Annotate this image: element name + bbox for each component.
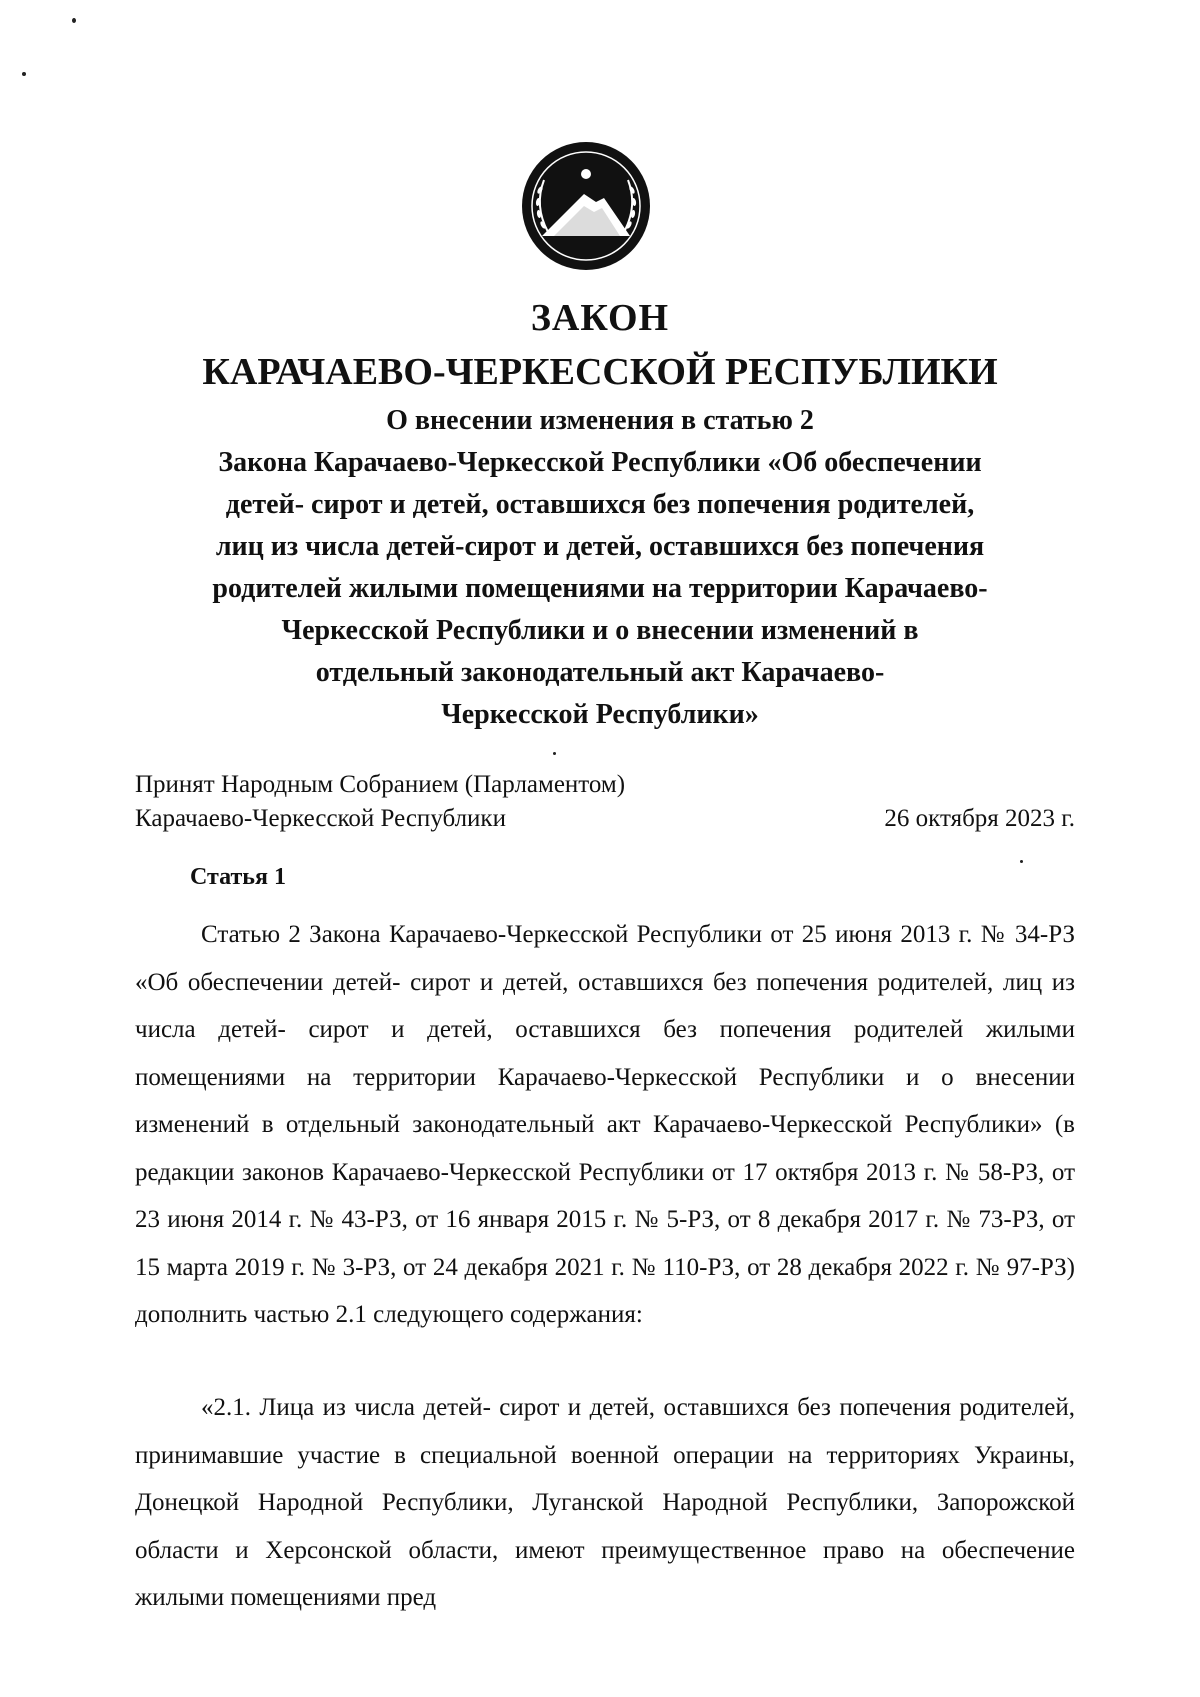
article-paragraph: Статью 2 Закона Карачаево-Черкесской Республики от 25 июня 2013 г. № 34-РЗ «Об обеспечении детей- сирот и детей, оставшихся без попечения родителей, лиц из числа детей- сирот и детей, оставшихся без попечения родителей жилыми помещениями на территории Карачаево-Черкесской Республики и о внесении изменений в отдельный законодательный акт Карачаево-Черкесской Республики» (в редакции законов Карачаево-Черкесской Республики от 17 октября 2013 г. № 58-РЗ, от 23 июня 2014 г. № 43-РЗ, от 16 января 2015 г. № 5-РЗ, от 8 декабря 2017 г. № 73-РЗ, от 15 марта 2019 г. № 3-РЗ, от 24 декабря 2021 г. № 110-РЗ, от 28 декабря 2022 г. № 97-РЗ) дополнить частью 2.1 следующего содержания:: [135, 921, 1075, 1328]
subtitle-line: лиц из числа детей-сирот и детей, оставшихся без попечения: [215, 531, 985, 562]
adoption-block: [135, 768, 1075, 836]
subtitle-line: Закона Карачаево-Черкесской Республики «Об обеспечении: [218, 447, 982, 478]
scan-speck: [553, 752, 556, 755]
republic-name: КАРАЧАЕВО-ЧЕРКЕССКОЙ РЕСПУБЛИКИ: [202, 351, 998, 393]
article-heading: Статья 1: [190, 864, 286, 890]
article-paragraph: «2.1. Лица из числа детей- сирот и детей, оставшихся без попечения родителей, принимавшие участие в специальной военной операции на территориях Украины, Донецкой Народной Республики, Луганской Народной Республики, Запорожской области и Херсонской области, имеют преимущественное право на обеспечение жилыми помещениями пред: [135, 1394, 1075, 1611]
adoption-date: 26 октября 2023 г.: [884, 805, 1075, 832]
republic-emblem-icon: [520, 140, 652, 272]
document-title: ЗАКОН: [530, 297, 670, 339]
scan-speck: [22, 72, 26, 76]
subtitle-line: О внесении изменения в статью 2: [386, 405, 814, 436]
subtitle-line: детей- сирот и детей, оставшихся без попечения родителей,: [225, 489, 975, 520]
subtitle-line: отдельный законодательный акт Карачаево-: [315, 657, 885, 688]
subtitle-line: родителей жилыми помещениями на территории Карачаево-: [212, 573, 988, 604]
subtitle-line: Черкесской Республики и о внесении изменений в: [281, 615, 919, 646]
law-subtitle: [150, 400, 1050, 736]
scan-speck: [1020, 860, 1023, 863]
adoption-line: Карачаево-Черкесской Республики: [135, 805, 506, 832]
subtitle-line: Черкесской Республики»: [441, 699, 759, 730]
adoption-line: Принят Народным Собранием (Парламентом): [135, 771, 626, 798]
scan-speck: [72, 18, 76, 23]
